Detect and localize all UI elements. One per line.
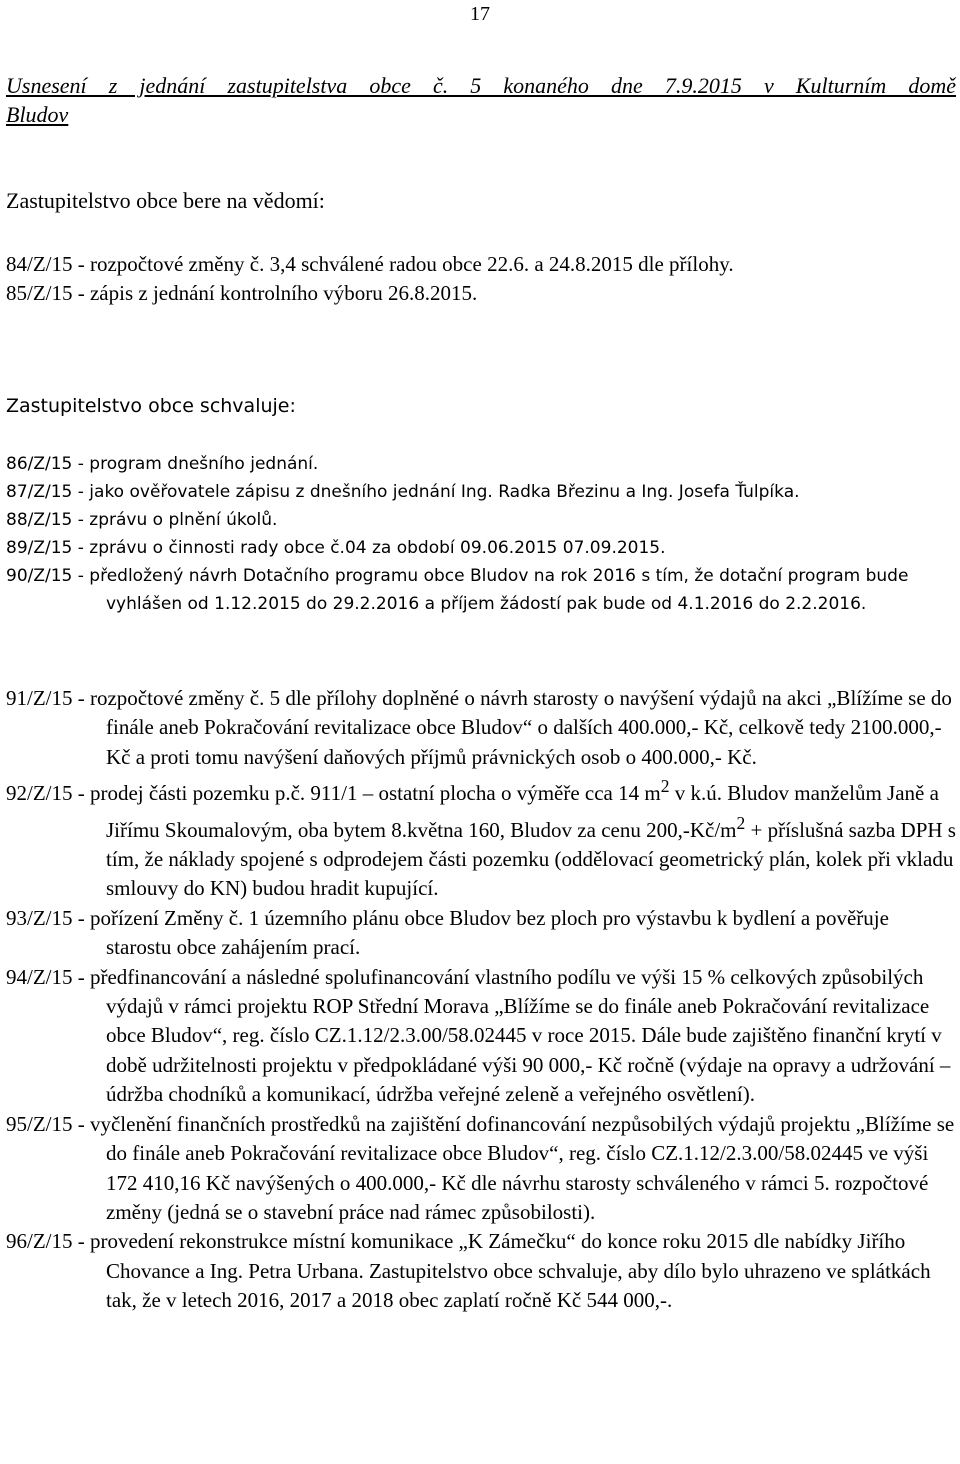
list-item: 96/Z/15 - provedení rekonstrukce místní komunikace „K Zámečku“ do konce roku 2015 dle nabídky Jiřího Chovance a Ing. Petra Urbana. Zastupitelstvo obce schvaluje, aby dílo bylo uhrazeno ve splátkách tak, že v letech 2016, 2017 a 2018 obec zaplatí ročně Kč 544 000,-.	[6, 1229, 931, 1313]
list-item: 93/Z/15 - pořízení Změny č. 1 územního plánu obce Bludov bez ploch pro výstavbu k bydlení a pověřuje starostu obce zahájením prací.	[6, 905, 889, 960]
approved-items-list-continued	[6, 684, 956, 1316]
section-heading-noted: Zastupitelstvo obce bere na vědomí:	[6, 188, 325, 213]
document-title: Usnesení z jednání zastupitelstva obce č. 5 konaného dne 7.9.2015 v Kulturním domě	[6, 73, 956, 98]
list-item: 91/Z/15 - rozpočtové změny č. 5 dle přílohy doplněné o návrh starosty o navýšení výdajů na akci „Blížíme se do finále aneb Pokračování revitalizace obce Bludov“ o dalších 400.000,- Kč, celkově tedy 2100.000,- Kč a proti tomu navýšení daňových příjmů právnických osob o 400.000,- Kč.	[6, 686, 952, 769]
list-item: 95/Z/15 - vyčlenění finančních prostředků na zajištění dofinancování nezpůsobilých výdajů projektu „Blížíme se do finále aneb Pokračování revitalizace obce Bludov“, reg. číslo CZ.1.12/2.3.00/58.02445 ve výši 172 410,16 Kč navýšených o 400.000,- Kč dle návrhu starosty schváleného v rámci 5. rozpočtové změny (jedná se o stavební práce nad rámec způsobilosti).	[6, 1111, 955, 1224]
list-item: 84/Z/15 - rozpočtové změny č. 3,4 schválené radou obce 22.6. a 24.8.2015 dle přílohy.	[6, 252, 734, 276]
noted-items-list	[6, 250, 956, 308]
list-item: 87/Z/15 - jako ověřovatele zápisu z dnešního jednání Ing. Radka Březinu a Ing. Josefa Ťulpíka.	[6, 482, 800, 502]
page-number: 17	[470, 3, 490, 25]
list-item: 88/Z/15 - zprávu o plnění úkolů.	[6, 510, 278, 530]
list-item: 94/Z/15 - předfinancování a následné spolufinancování vlastního podílu ve výši 15 % celkových způsobilých výdajů v rámci projektu ROP Střední Morava „Blížíme se do finále aneb Pokračování revitalizace obce Bludov“, reg. číslo CZ.1.12/2.3.00/58.02445 v roce 2015. Dále bude zajištěno finanční krytí v době udržitelnosti projektu v předpokládané výši 90 000,- Kč ročně (výdaje na opravy a udržování – údržba chodníků a komunikací, údržba veřejné zeleně a veřejného osvětlení).	[6, 964, 951, 1107]
list-item: 89/Z/15 - zprávu o činnosti rady obce č.04 za období 09.06.2015 07.09.2015.	[6, 538, 666, 558]
list-item: 85/Z/15 - zápis z jednání kontrolního výboru 26.8.2015.	[6, 281, 478, 305]
list-item	[6, 772, 956, 904]
list-item: 86/Z/15 - program dnešního jednání.	[6, 454, 319, 474]
item-text: + příslušná sazba DPH s tím, že náklady spojené s odprodejem části pozemku (oddělovací geometrický plán, kolek při vkladu smlouvy do KN) budou hradit kupující.	[106, 817, 956, 901]
document-title-line2: Bludov	[6, 102, 69, 127]
superscript: 2	[660, 776, 670, 797]
superscript: 2	[736, 812, 746, 833]
section-heading-approved: Zastupitelstvo obce schvaluje:	[6, 395, 296, 417]
list-item: 90/Z/15 - předložený návrh Dotačního programu obce Bludov na rok 2016 s tím, že dotační program bude vyhlášen od 1.12.2015 do 29.2.2016 a příjem žádostí pak bude od 4.1.2016 do 2.2.2016.	[6, 566, 909, 614]
item-text: 92/Z/15 - prodej části pozemku p.č. 911/1 – ostatní plocha o výměře cca 14 m	[6, 781, 661, 806]
approved-items-list	[6, 450, 956, 618]
item-text: v k.ú. Bludov manželům Janě a Jiřímu Skoumalovým, oba bytem 8.května 160, Bludov za cenu 200,-Kč/m	[106, 781, 939, 842]
